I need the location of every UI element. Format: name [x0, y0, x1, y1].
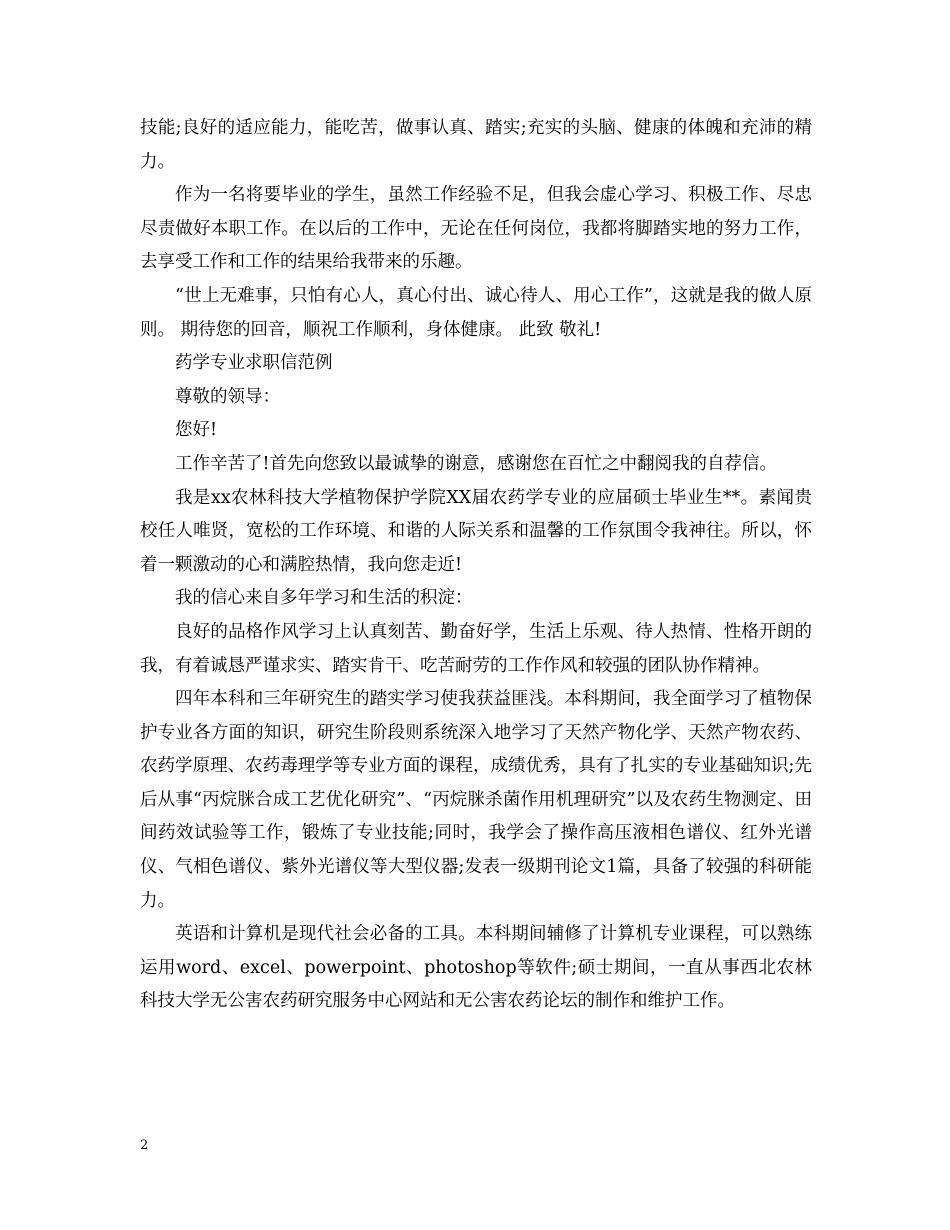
paragraph: 英语和计算机是现代社会必备的工具。本科期间辅修了计算机专业课程，可以熟练运用word、excel、powerpoint、photoshop等软件;硕士期间，一直从事西北农林科技大学无公害农药研究服务中心网站和无公害农药论坛的制作和维护工作。 [140, 924, 812, 1012]
letter-heading: 药学专业求职信范例 [175, 353, 333, 374]
greeting: 您好! [175, 420, 218, 441]
paragraph: 我的信心来自多年学习和生活的积淀： [175, 588, 473, 609]
paragraph: 作为一名将要毕业的学生，虽然工作经验不足，但我会虚心学习、积极工作、尽忠尽责做好本职工作。在以后的工作中，无论在任何岗位，我都将脚踏实地的努力工作，去享受工作和工作的结果给我带来的乐趣。 [140, 185, 812, 273]
page-number: 2 [140, 1138, 149, 1153]
paragraph: 工作辛苦了!首先向您致以最诚挚的谢意，感谢您在百忙之中翻阅我的自荐信。 [175, 453, 778, 474]
paragraph: 我是xx农林科技大学植物保护学院XX届农药学专业的应届硕士毕业生**。素闻贵校任人唯贤，宽松的工作环境、和谐的人际关系和温馨的工作氛围令我神往。所以，怀着一颗激动的心和满腔热情，我向您走近! [140, 487, 812, 575]
paragraph: 四年本科和三年研究生的踏实学习使我获益匪浅。本科期间，我全面学习了植物保护专业各方面的知识，研究生阶段则系统深入地学习了天然产物化学、天然产物农药、农药学原理、农药毒理学等专业方面的课程，成绩优秀，具有了扎实的专业基础知识;先后从事“丙烷脒合成工艺优化研究”、“丙烷脒杀菌作用机理研究”以及农药生物测定、田间药效试验等工作，锻炼了专业技能;同时，我学会了操作高压液相色谱仪、红外光谱仪、气相色谱仪、紫外光谱仪等大型仪器;发表一级期刊论文1篇，具备了较强的科研能力。 [140, 689, 812, 911]
document-body [140, 112, 812, 1019]
salutation: 尊敬的领导： [175, 386, 280, 407]
paragraph-principle: “世上无难事，只怕有心人，真心付出、诚心待人、用心工作”，这就是我的做人原则。 期待您的回音，顺祝工作顺利，身体健康。 此致 敬礼! [140, 285, 812, 340]
paragraph-continuation: 技能;良好的适应能力，能吃苦，做事认真、踏实;充实的头脑、健康的体魄和充沛的精力。 [140, 118, 812, 172]
paragraph: 良好的品格作风学习上认真刻苦、勤奋好学，生活上乐观、待人热情、性格开朗的我，有着诚恳严谨求实、踏实肯干、吃苦耐劳的工作作风和较强的团队协作精神。 [140, 621, 812, 676]
